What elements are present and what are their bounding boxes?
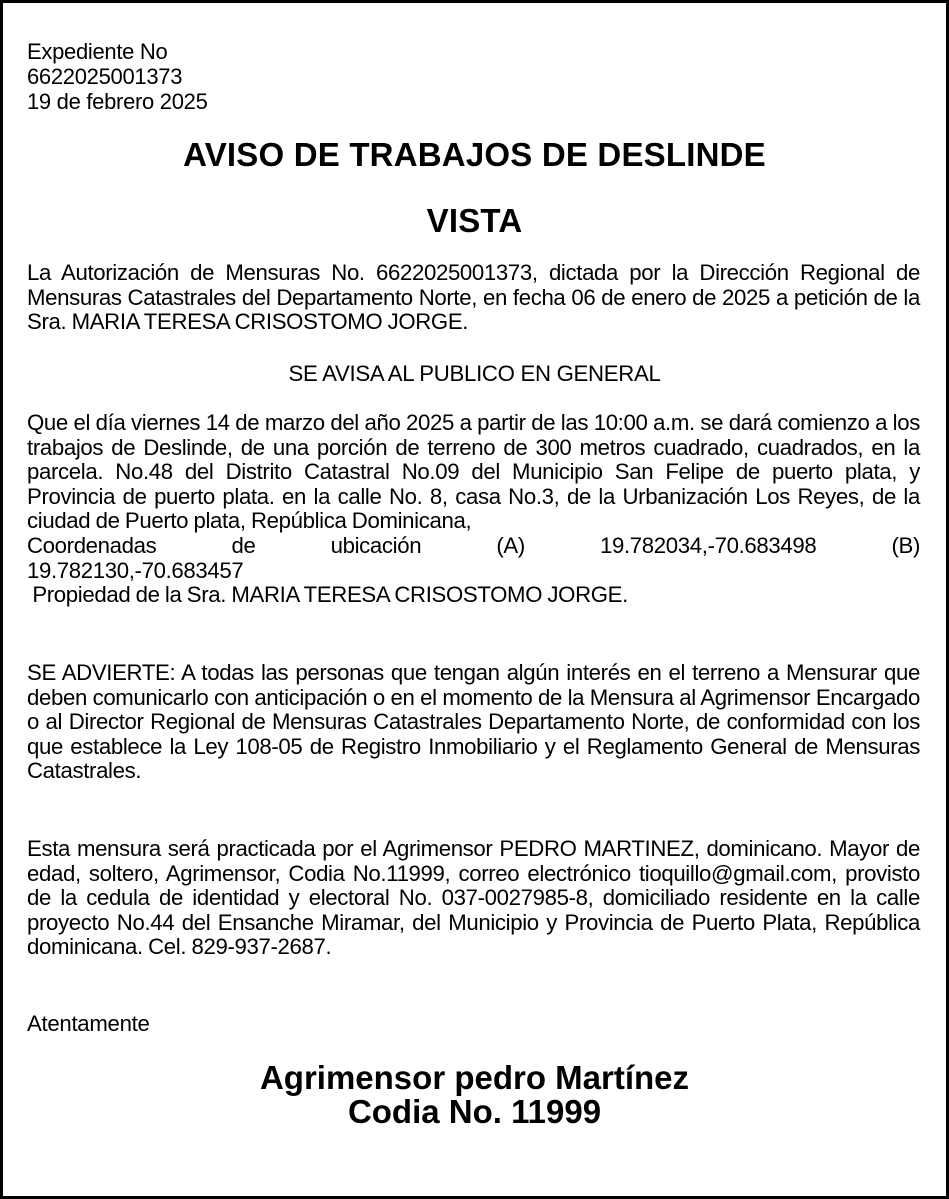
notice-subtitle: VISTA [426, 202, 523, 239]
notice-heading: SE AVISA AL PUBLICO EN GENERAL [288, 361, 661, 386]
file-date: 19 de febrero 2025 [27, 89, 208, 114]
intro-paragraph: La Autorización de Mensuras No. 6622025001373, dictada por la Dirección Regional de Mensuras Catastrales del Departamento Norte, en fecha 06 de enero de 2025 a petición de la Sra. MARIA TERESA CRISOSTOMO JORGE. [27, 260, 920, 335]
coordinates-continuation: 19.782130,-70.683457 [27, 557, 244, 583]
warning-paragraph: SE ADVIERTE: A todas las personas que tengan algún interés en el terreno a Mensurar que deben comunicarlo con anticipación o en el momento de la Mensura al Agrimensor Encargado o al Director Regional de Mensuras Catastrales Departamento Norte, de conformidad con los que establece la Ley 108-05 de Registro Inmobiliario y el Reglamento General de Mensuras Catastrales. [27, 660, 920, 784]
signature-name: Agrimensor pedro Martínez [259, 1059, 690, 1096]
main-paragraph-text: Que el día viernes 14 de marzo del año 2025 a partir de las 10:00 a.m. se dará comienzo a los trabajos de Deslinde, de una porción de terreno de 300 metros cuadrado, cuadrados, en la parcela. No.48 del Distrito Catastral No.09 del Municipio San Felipe de puerto plata, y Provincia de puerto plata. en la calle No. 8, casa No.3, de la Urbanización Los Reyes, de la ciudad de Puerto plata, República Dominicana, [27, 410, 920, 534]
coordinates-line: Coordenadas de ubicación (A) 19.782034,-70.683498 (B) [27, 532, 920, 558]
main-paragraph [27, 411, 920, 608]
property-line: Propiedad de la Sra. MARIA TERESA CRISOSTOMO JORGE. [27, 582, 628, 608]
file-header [27, 39, 208, 114]
file-label: Expediente No [27, 39, 168, 64]
file-number: 6622025001373 [27, 64, 183, 89]
notice-title: AVISO DE TRABAJOS DE DESLINDE [183, 136, 766, 173]
closing-text: Atentamente [27, 1011, 150, 1036]
signature-codia: Codia No. 11999 [347, 1093, 602, 1130]
surveyor-paragraph: Esta mensura será practicada por el Agrimensor PEDRO MARTINEZ, dominicano. Mayor de edad, soltero, Agrimensor, Codia No.11999, correo electrónico tioquillo@gmail.com, provisto de la cedula de identidad y electoral No. 037-0027985-8, domiciliado residente en la calle proyecto No.44 del Ensanche Miramar, del Municipio y Provincia de Puerto Plata, República dominicana. Cel. 829-937-2687. [27, 836, 920, 960]
